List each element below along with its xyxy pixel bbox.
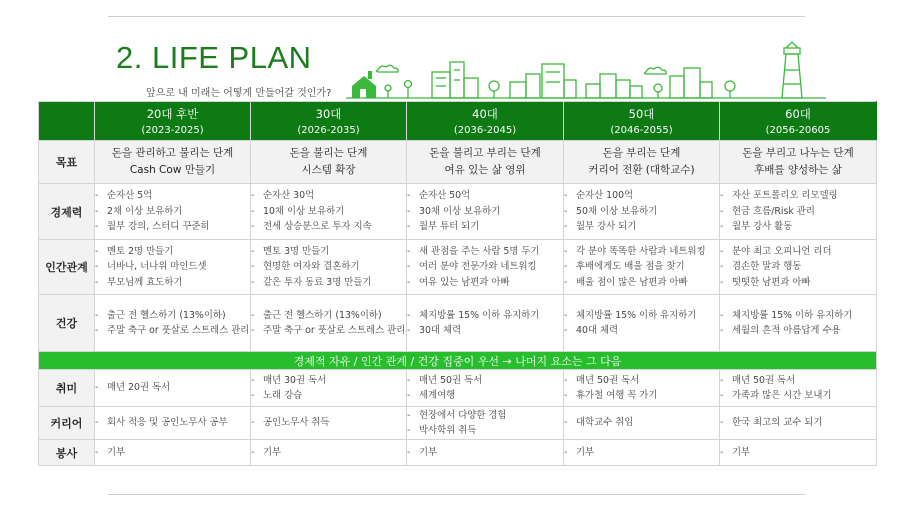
plan-cell: - 각 분야 똑똑한 사람과 네트워킹 - 후배에게도 배울 점을 찾기 - 배울 점이 많은 남편과 아빠	[564, 240, 720, 295]
row-label: 경제력	[39, 184, 95, 240]
life-plan-table	[38, 101, 877, 466]
plan-cell: - 매년 50권 독서 - 휴가철 여행 꼭 가기	[564, 370, 720, 407]
column-header: 40대 (2036-2045)	[407, 102, 564, 141]
plan-cell: - 체지방률 15% 이하 유지하기 - 40대 체력	[564, 295, 720, 352]
column-header: 20대 후반 (2023-2025)	[95, 102, 251, 141]
plan-cell: - 매년 30권 독서 - 노래 강습	[251, 370, 407, 407]
column-header: 50대 (2046-2055)	[564, 102, 720, 141]
plan-cell: - 순자산 50억 - 30채 이상 보유하기 - 월부 튜터 되기	[407, 184, 564, 240]
goal-row	[39, 141, 877, 184]
plan-cell: - 기부	[407, 440, 564, 466]
plan-cell: - 체지방률 15% 이하 유지하기 - 세월의 흔적 아름답게 수용	[720, 295, 877, 352]
plan-cell: - 대학교수 취임	[564, 407, 720, 440]
plan-cell: - 기부	[564, 440, 720, 466]
plan-cell: - 회사 적응 및 공인노무사 공부	[95, 407, 251, 440]
plan-cell: - 기부	[251, 440, 407, 466]
goal-cell: 돈을 부리고 나누는 단계 후배를 양성하는 삶	[720, 141, 877, 184]
plan-cell: - 기부	[95, 440, 251, 466]
row-label: 건강	[39, 295, 95, 352]
plan-cell: - 현장에서 다양한 경험 - 박사학위 취득	[407, 407, 564, 440]
row-label: 봉사	[39, 440, 95, 466]
plan-cell: - 새 관점을 주는 사람 5명 두기 - 여러 분야 전문가와 네트워킹 - 여유 있는 남편과 아빠	[407, 240, 564, 295]
plan-cell: - 순자산 100억 - 50채 이상 보유하기 - 월부 강사 되기	[564, 184, 720, 240]
priority-banner-row	[39, 352, 877, 370]
plan-cell: - 한국 최고의 교수 되기	[720, 407, 877, 440]
volunteer-row	[39, 440, 877, 466]
row-label: 목표	[39, 141, 95, 184]
city-skyline-illustration	[346, 40, 826, 104]
goal-cell: 돈을 불리는 단계 시스템 확장	[251, 141, 407, 184]
plan-cell: - 분야 최고 오피니언 리더 - 겸손한 말과 행동 - 떳떳한 남편과 아빠	[720, 240, 877, 295]
plan-cell: - 멘토 2명 만들기 - 너바나, 너나위 마인드셋 - 부모님께 효도하기	[95, 240, 251, 295]
plan-cell: - 매년 50권 독서 - 가족과 많은 시간 보내기	[720, 370, 877, 407]
goal-cell: 돈을 관리하고 불리는 단계 Cash Cow 만들기	[95, 141, 251, 184]
row-label: 취미	[39, 370, 95, 407]
plan-cell: - 출근 전 헬스하기 (13%이하) - 주말 축구 or 풋살로 스트레스 관리	[251, 295, 407, 352]
corner-cell	[39, 102, 95, 141]
plan-cell: - 매년 20권 독서	[95, 370, 251, 407]
plan-cell: - 순자산 5억 - 2채 이상 보유하기 - 월부 강의, 스터디 꾸준히	[95, 184, 251, 240]
plan-cell: - 체지방률 15% 이하 유지하기 - 30대 체력	[407, 295, 564, 352]
bottom-divider	[108, 494, 805, 495]
career-row	[39, 407, 877, 440]
row-label: 커리어	[39, 407, 95, 440]
plan-cell: - 공인노무사 취득	[251, 407, 407, 440]
column-header: 60대 (2056-20605	[720, 102, 877, 141]
goal-cell: 돈을 불리고 부리는 단계 여유 있는 삶 영위	[407, 141, 564, 184]
hobby-row	[39, 370, 877, 407]
relationship-row	[39, 240, 877, 295]
plan-cell: - 기부	[720, 440, 877, 466]
economic-row	[39, 184, 877, 240]
goal-cell: 돈을 부리는 단계 커리어 전환 (대학교수)	[564, 141, 720, 184]
top-divider	[108, 16, 805, 17]
plan-cell: - 출근 전 헬스하기 (13%이하) - 주말 축구 or 풋살로 스트레스 관리	[95, 295, 251, 352]
row-label: 인간관계	[39, 240, 95, 295]
header-row	[39, 102, 877, 141]
column-header: 30대 (2026-2035)	[251, 102, 407, 141]
page-subtitle: 앞으로 내 미래는 어떻게 만들어갈 것인가?	[146, 88, 332, 99]
priority-banner: 경제적 자유 / 인간 관계 / 건강 집중이 우선 → 나머지 요소는 그 다음	[39, 352, 877, 370]
health-row	[39, 295, 877, 352]
plan-cell: - 순자산 30억 - 10채 이상 보유하기 - 전세 상승분으로 투자 지속	[251, 184, 407, 240]
plan-cell: - 매년 50권 독서 - 세계여행	[407, 370, 564, 407]
page-title: 2. LIFE PLAN	[116, 40, 312, 75]
plan-cell: - 멘토 3명 만들기 - 현명한 여자와 결혼하기 - 같은 투자 동료 3명 만들기	[251, 240, 407, 295]
plan-cell: - 자산 포트폴리오 리모델링 - 현금 흐름/Risk 관리 - 월부 강사 활동	[720, 184, 877, 240]
